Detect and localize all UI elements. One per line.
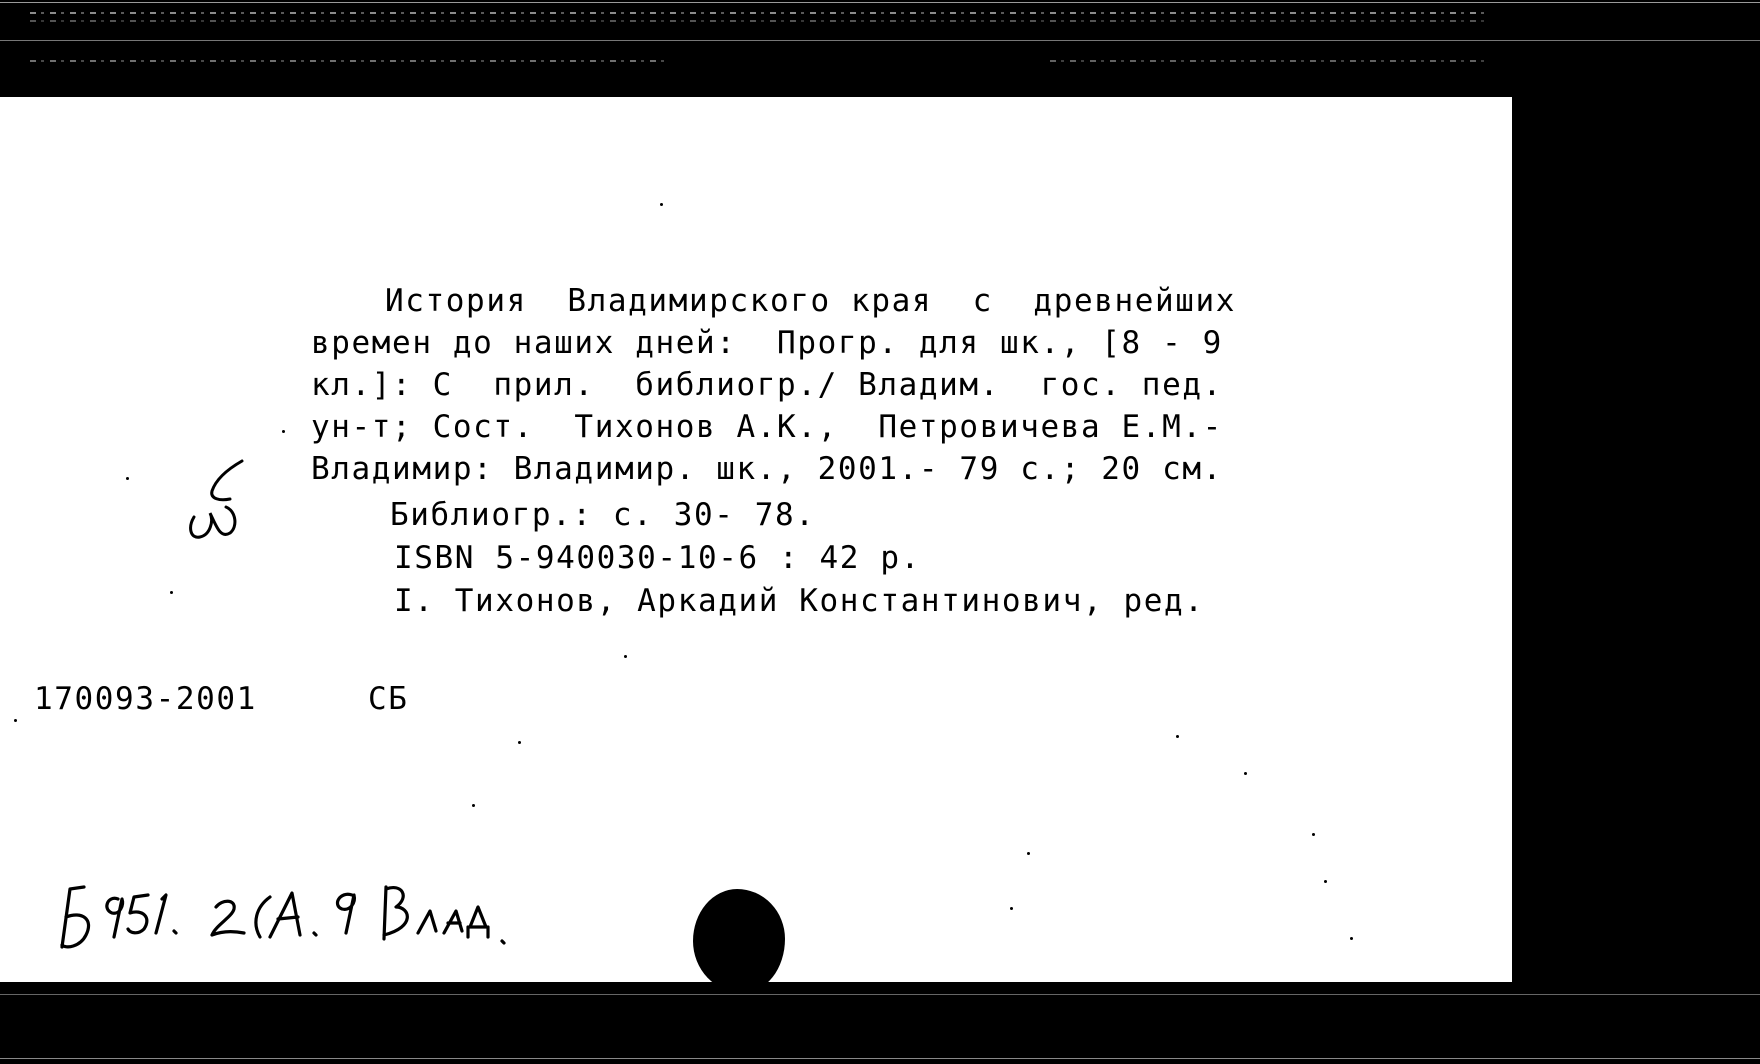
title-line-4: ун-т; Сост. Тихонов А.К., Петровичева Е.М.- — [311, 409, 1223, 445]
scan-speck — [660, 203, 663, 206]
scan-speck — [1350, 937, 1353, 940]
scan-speck — [282, 430, 285, 433]
record-number: 170093-2001 — [34, 681, 257, 717]
title-line-2: времен до наших дней: Прогр. для шк., [8 - 9 — [311, 325, 1223, 361]
scan-speck — [1244, 772, 1247, 775]
scan-speck — [14, 719, 17, 722]
title-line-1: История Владимирского края с древнейших — [385, 283, 1237, 319]
scan-speck — [518, 741, 521, 744]
handwritten-shelfmark — [56, 877, 586, 967]
scan-speck — [1027, 852, 1030, 855]
scan-speck — [1010, 907, 1013, 910]
added-entry: I. Тихонов, Аркадий Константинович, ред. — [394, 583, 1205, 619]
ink-blot — [693, 889, 785, 993]
isbn-line: ISBN 5-940030-10-6 : 42 р. — [394, 540, 921, 576]
scan-speck — [1176, 735, 1179, 738]
title-line-3: кл.]: С прил. библиогр./ Владим. гос. пед. — [311, 367, 1223, 403]
scan-speck — [1324, 880, 1327, 883]
catalog-card — [0, 97, 1512, 982]
scan-speck — [472, 804, 475, 807]
imprint-line: Владимир: Владимир. шк., 2001.- 79 с.; 20 см. — [311, 451, 1223, 487]
scan-speck — [126, 477, 129, 480]
collection-code: СБ — [368, 681, 409, 717]
scan-speck — [624, 655, 627, 658]
scan-speck — [170, 591, 173, 594]
scan-speck — [1312, 833, 1315, 836]
bibliography-note: Библиогр.: с. 30- 78. — [390, 497, 816, 533]
handwritten-letter-mark — [180, 455, 260, 545]
